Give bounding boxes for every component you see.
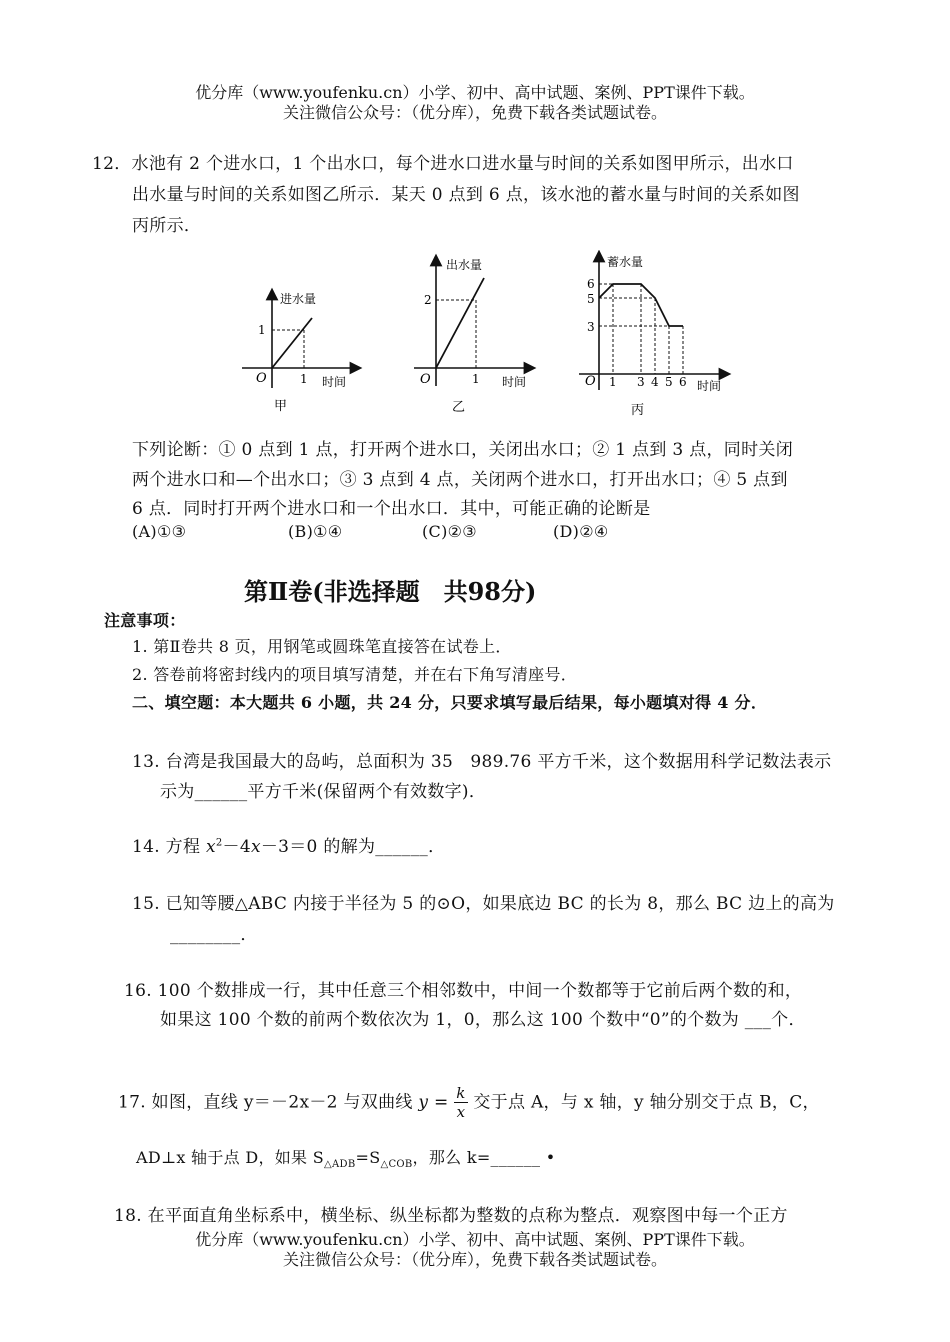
graph-bing-svg [575, 250, 745, 420]
graph-bing-xtick-3: 3 [637, 375, 645, 389]
graph-bing-xtick-5: 5 [665, 375, 673, 389]
header-line-1: 优分库（www.youfenku.cn）小学、初中、高中试题、案例、PPT课件下载。 [195, 83, 755, 102]
q17-sub-adb: △ADB [324, 1159, 356, 1171]
graph-yi-caption: 乙 [452, 400, 466, 415]
graph-yi [408, 252, 548, 417]
notice-1: 1. 第Ⅱ卷共 8 页，用钢笔或圆珠笔直接答在试卷上． [132, 637, 512, 656]
graph-bing-ylabel: 蓄水量 [607, 255, 644, 269]
q18-line-1: 18. 在平面直角坐标系中，横坐标、纵坐标都为整数的点称为整点．观察图中每一个正方 [114, 1206, 788, 1226]
q17-suffix: 交于点 A，与 x 轴，y 轴分别交于点 B，C， [467, 1092, 820, 1113]
q17-frac-num: k [456, 1084, 466, 1102]
graph-jia [238, 284, 368, 414]
graph-jia-line [272, 318, 312, 368]
graph-bing-xtick-6: 6 [679, 375, 687, 389]
footer-line-1: 优分库（www.youfenku.cn）小学、初中、高中试题、案例、PPT课件下载。 [195, 1230, 755, 1249]
q12-line-3: 丙所示． [132, 216, 202, 236]
q12-option-b: (B)①④ [288, 522, 343, 541]
q17-line-2 [136, 1145, 555, 1170]
q14-var-x-2: x [250, 837, 261, 857]
q14-line [132, 832, 445, 857]
q17-prefix: 17. 如图，直线 y＝－2x－2 与双曲线 [118, 1092, 419, 1113]
part2-title: 第Ⅱ卷(非选择题 共98分) [244, 577, 537, 606]
q14-prefix: 14. 方程 [132, 837, 206, 857]
q17-fraction [454, 1086, 467, 1120]
q13-line-1: 13. 台湾是我国最大的岛屿，总面积为 35 989.76 平方千米，这个数据用科学记数法表示 [132, 752, 832, 772]
q17-line2-a: AD⊥x 轴于点 D，如果 S [136, 1148, 324, 1167]
graph-jia-ytick: 1 [258, 323, 266, 337]
q17-eq: =S [355, 1148, 381, 1167]
graph-bing-xlabel: 时间 [697, 379, 722, 393]
graph-bing [575, 250, 745, 420]
q17-line2-b: ，那么 k=______ • [412, 1148, 556, 1167]
q16-line-1: 16. 100 个数排成一行，其中任意三个相邻数中，中间一个数都等于它前后两个数的和， [124, 981, 803, 1001]
q12-option-c: (C)②③ [422, 522, 477, 541]
graph-bing-xtick-4: 4 [651, 375, 659, 389]
q14-mid: －4 [222, 837, 251, 857]
graph-jia-xlabel: 时间 [322, 375, 347, 389]
q17-y-eq: y = [418, 1092, 449, 1113]
q13-line-2: 示为______平方千米(保留两个有效数字)． [160, 782, 487, 802]
graph-yi-svg [408, 252, 548, 417]
graph-jia-xtick: 1 [300, 372, 308, 386]
notice-title: 注意事项： [104, 611, 186, 630]
graph-jia-svg [238, 284, 368, 414]
q15-line-1: 15. 已知等腰△ABC 内接于半径为 5 的⊙O，如果底边 BC 的长为 8，那么 BC 边上的高为 [132, 894, 835, 914]
q17-line-1 [118, 1086, 820, 1120]
graph-bing-ytick-3: 3 [587, 320, 595, 334]
graph-bing-ytick-6: 6 [587, 277, 595, 291]
q12-line-1: 12．水池有 2 个进水口，1 个出水口，每个进水口进水量与时间的关系如图甲所示，出水口 [92, 154, 794, 174]
graph-yi-xtick: 1 [472, 372, 480, 386]
q12-option-d: (D)②④ [553, 522, 609, 541]
notice-2: 2. 答卷前将密封线内的项目填写清楚，并在右下角写清座号． [132, 665, 578, 684]
graph-bing-xtick-1: 1 [609, 375, 617, 389]
q14-var-x: x [205, 837, 216, 857]
q17-sub-cob: △COB [380, 1159, 413, 1171]
q12-line-2: 出水量与时间的关系如图乙所示．某天 0 点到 6 点，该水池的蓄水量与时间的关系如图 [132, 185, 800, 205]
section-2-heading: 二、填空题：本大题共 6 小题，共 24 分，只要求填写最后结果，每小题填对得 4 分． [132, 693, 768, 712]
graph-yi-ylabel: 出水量 [446, 258, 483, 272]
q12-option-a: (A)①③ [132, 522, 187, 541]
footer-line-2: 关注微信公众号：（优分库），免费下载各类试题试卷。 [282, 1250, 667, 1269]
graph-yi-origin: O [420, 372, 431, 387]
graph-yi-xlabel: 时间 [502, 375, 527, 389]
graph-bing-origin: O [585, 374, 596, 389]
q12-statement-2: 两个进水口和—个出水口；③ 3 点到 4 点，关闭两个进水口，打开出水口；④ 5 点到 [132, 470, 788, 490]
q14-rest: －3＝0 的解为______． [260, 837, 446, 857]
graph-jia-caption: 甲 [274, 399, 288, 414]
graph-yi-line [436, 278, 484, 368]
q16-line-2: 如果这 100 个数的前两个数依次为 1，0，那么这 100 个数中“0”的个数为 ___个． [160, 1010, 806, 1030]
q15-line-2: ________． [170, 925, 258, 945]
q12-statement-1: 下列论断：① 0 点到 1 点，打开两个进水口，关闭出水口；② 1 点到 3 点，同时关闭 [132, 440, 793, 460]
graph-bing-caption: 丙 [631, 403, 645, 418]
graph-bing-ytick-5: 5 [587, 292, 595, 306]
q17-frac-den: x [456, 1103, 466, 1121]
header-line-2: 关注微信公众号：（优分库），免费下载各类试题试卷。 [282, 103, 667, 122]
q14-exponent: 2 [215, 837, 223, 849]
graph-yi-ytick: 2 [424, 293, 432, 307]
q12-statement-3: 6 点．同时打开两个进水口和一个出水口．其中，可能正确的论断是 [132, 499, 651, 519]
graph-jia-origin: O [256, 371, 267, 386]
graph-jia-ylabel: 进水量 [280, 292, 317, 306]
